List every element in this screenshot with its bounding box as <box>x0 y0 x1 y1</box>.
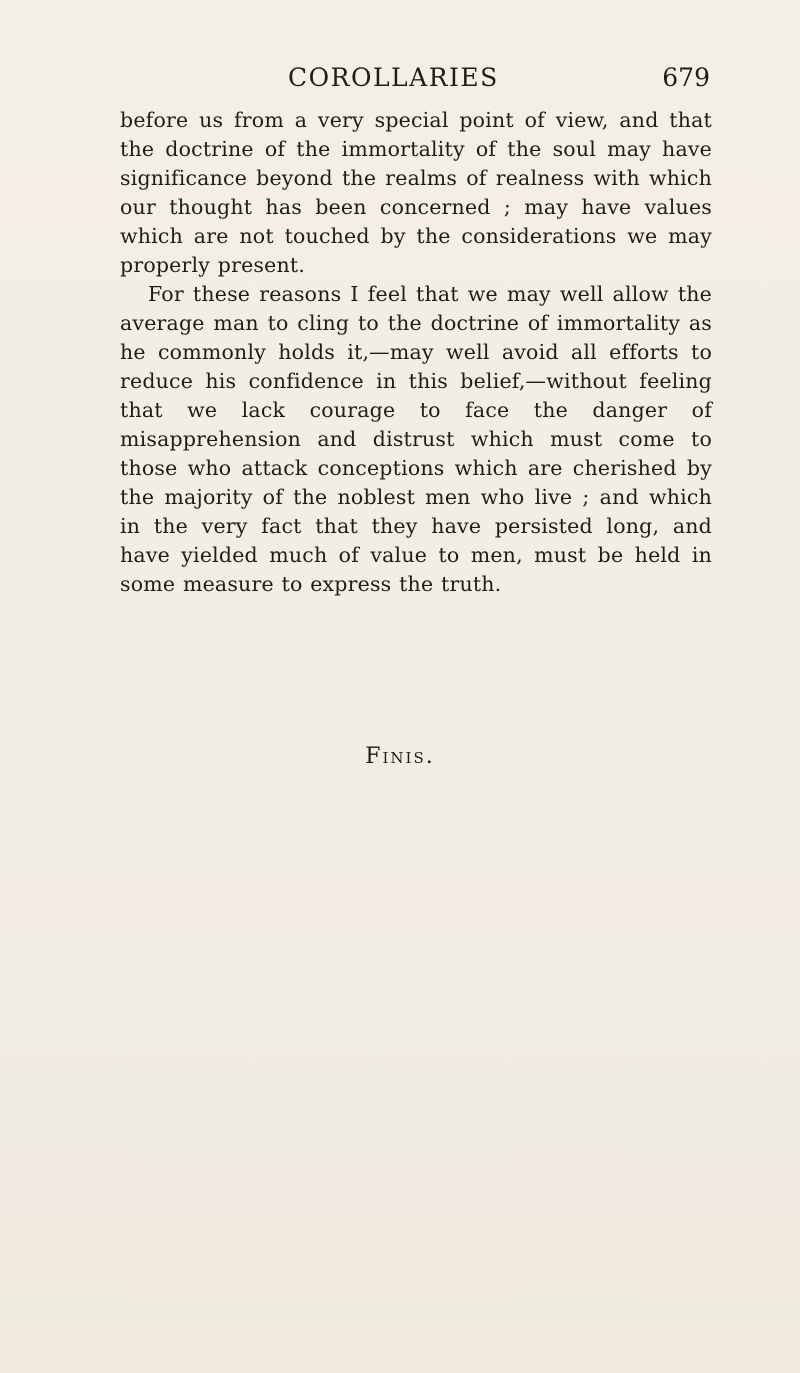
paragraph-continued: before us from a very special point of view, and that the doctrine of the immortality of the soul may have significance beyond the realms of realness with which our thought has been concerned ; may have values which are not touched by the considerations we may properly present. <box>120 108 712 277</box>
body-text <box>120 106 712 599</box>
page-number: 679 <box>662 63 710 92</box>
running-title: COROLLARIES <box>288 63 499 92</box>
finis-mark: Finis. <box>365 744 435 769</box>
paragraph: For these reasons I feel that we may well allow the average man to cling to the doctrine of immortality as he commonly holds it,—may well avoid all efforts to reduce his confidence in this belief,—without feeling that we lack courage to face the danger of misapprehension and distrust which must come to those who attack conceptions which are cherished by the majority of the noblest men who live ; and which in the very fact that they have persisted long, and have yielded much of value to men, must be held in some measure to express the truth. <box>120 282 712 596</box>
running-head <box>120 58 710 98</box>
